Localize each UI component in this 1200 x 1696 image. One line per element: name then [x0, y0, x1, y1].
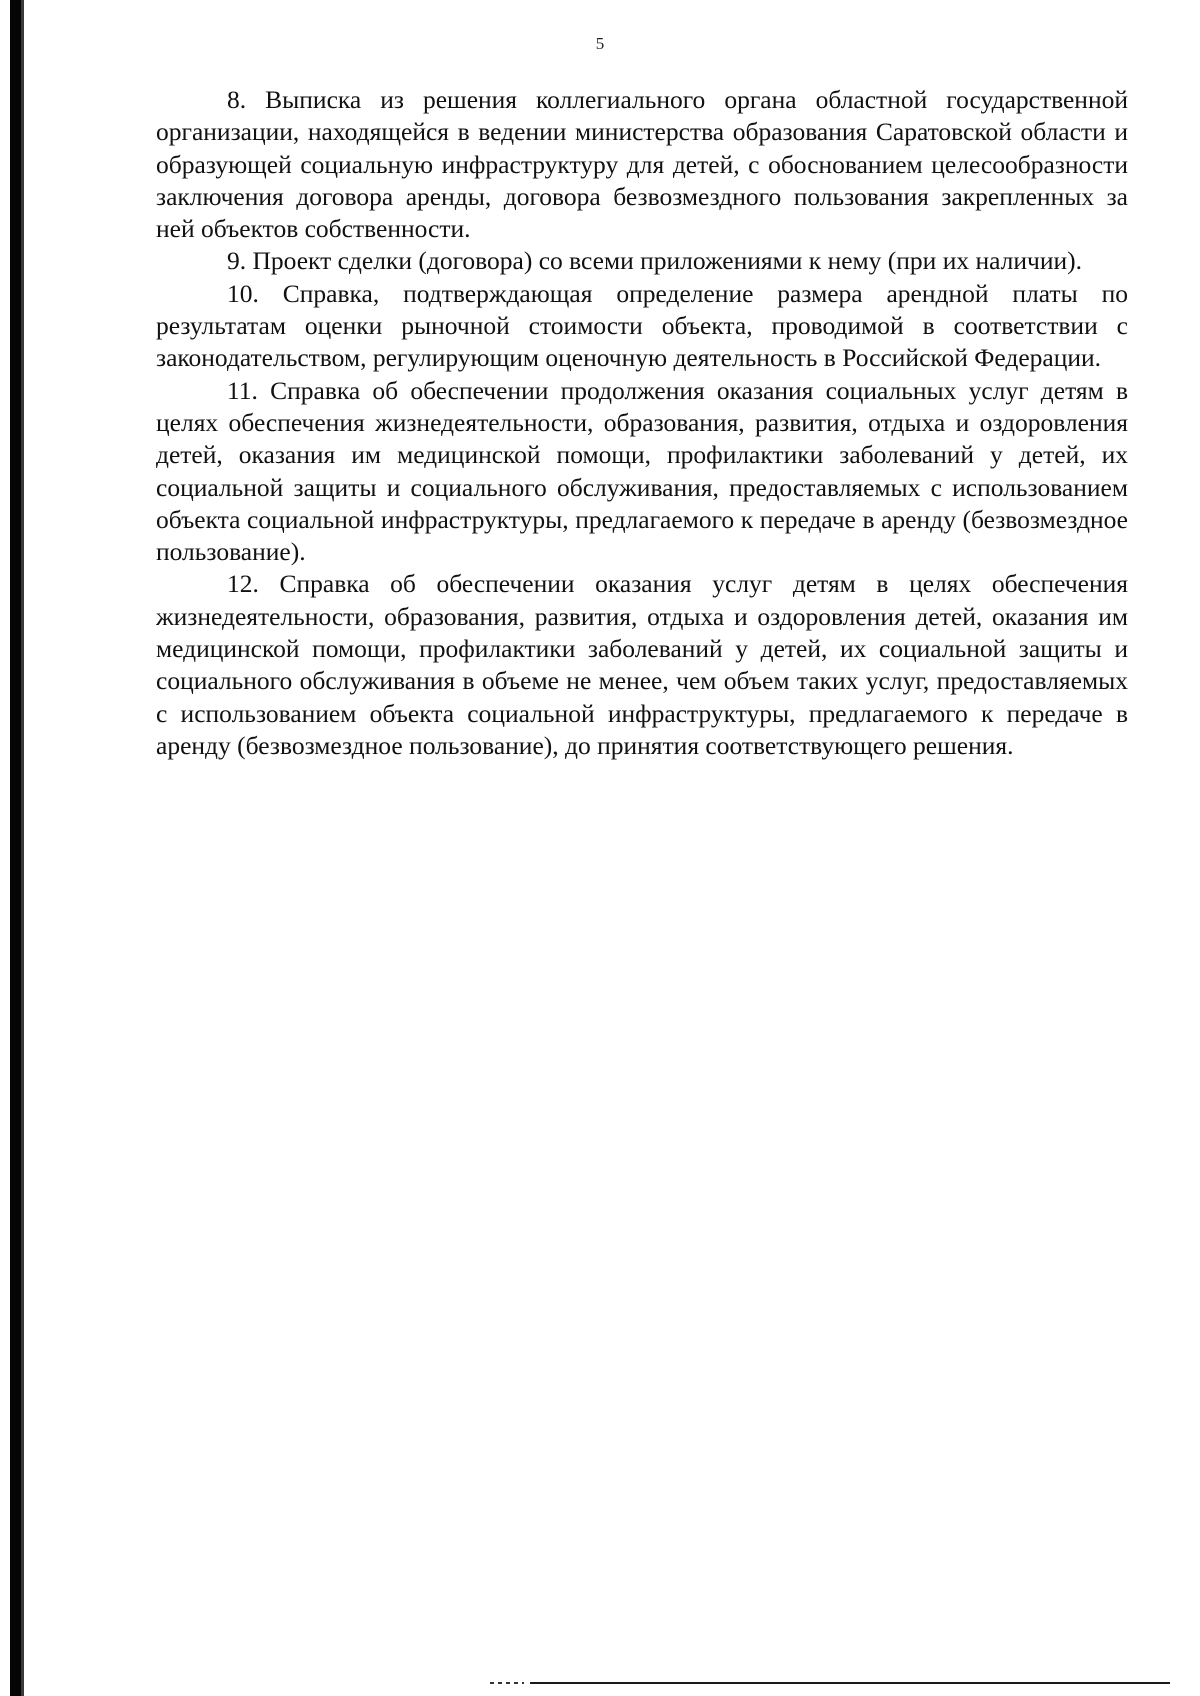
- page-number: 5: [595, 34, 605, 53]
- paragraph-item-12: 12. Справка об обеспечении оказания услуг детям в целях обеспечения жизнедеятельности, образования, развития, отдыха и оздоровления детей, оказания им медицинской помощи, профилактики заболеваний у детей, их социальной защиты и социального обслуживания в объеме не менее, чем объем таких услуг, предоставляемых с использованием объекта социальной инфраструктуры, предлагаемого к передаче в аренду (безвозмездное пользование), до принятия соответствующего решения.: [156, 569, 1128, 760]
- scan-edge-left: [10, 0, 21, 1696]
- document-body: [156, 84, 1128, 762]
- scan-edge-left-shadow: [21, 0, 24, 1696]
- paragraph-item-9: 9. Проект сделки (договора) со всеми приложениями к нему (при их наличии).: [227, 246, 1083, 276]
- paragraph-item-10: 10. Справка, подтверждающая определение размера арендной платы по результатам оценки рыночной стоимости объекта, проводимой в соответствии с законодательством, регулирующим оценочную деятельность в Российской Федерации.: [156, 278, 1128, 373]
- paragraph-item-11: 11. Справка об обеспечении продолжения оказания социальных услуг детям в целях обеспечения жизнедеятельности, образования, развития, отдыха и оздоровления детей, оказания им медицинской помощи, профилактики заболеваний у детей, их социальной защиты и социального обслуживания, предоставляемых с использованием объекта социальной инфраструктуры, предлагаемого к передаче в аренду (безвозмездное пользование).: [156, 375, 1128, 567]
- paragraph-item-8: 8. Выписка из решения коллегиального органа областной государственной организации, находящейся в ведении министерства образования Саратовской области и образующей социальную инфраструктуру для детей, с обоснованием целесообразности заключения договора аренды, договора безвозмездного пользования закрепленных за ней объектов собственности.: [156, 85, 1128, 244]
- scan-bottom-line: [530, 1682, 1170, 1684]
- scan-bottom-dots: [490, 1682, 524, 1684]
